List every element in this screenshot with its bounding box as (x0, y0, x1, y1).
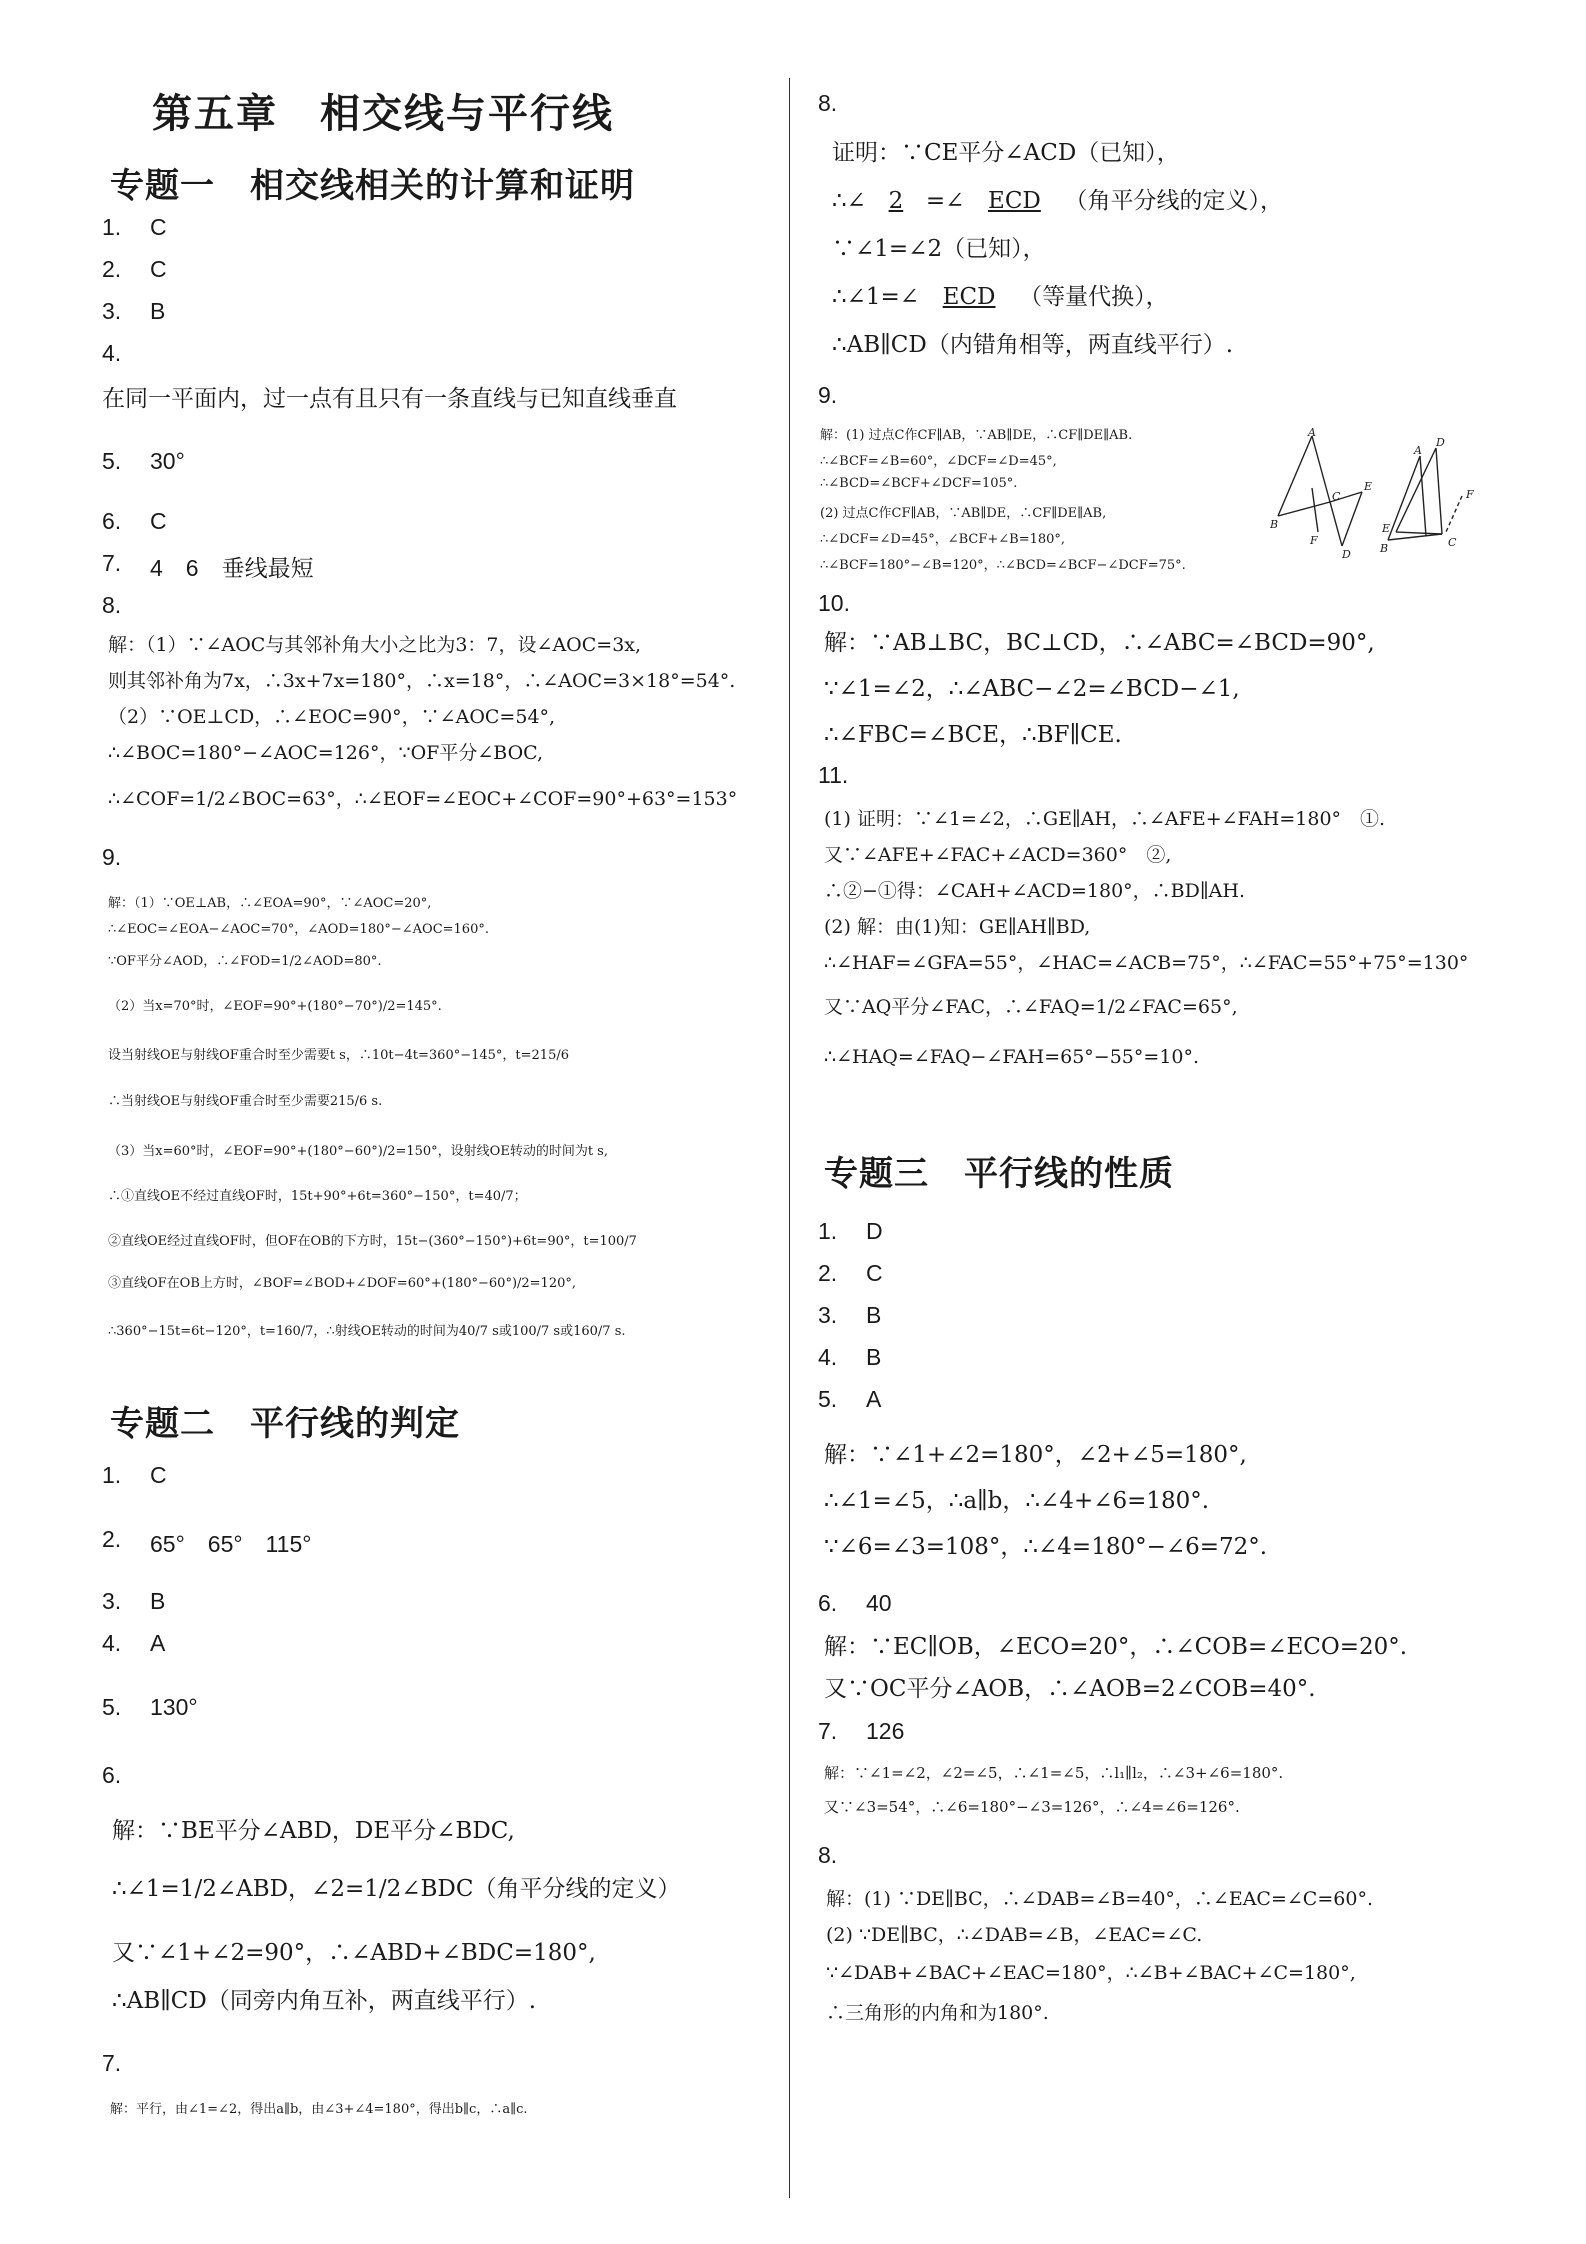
solution-line: 设当射线OE与射线OF重合时至少需要t s，∴10t−4t=360°−145°，t=215/6 (108, 1048, 569, 1063)
figure-label: F (1466, 488, 1474, 501)
solution-line: 又∵∠1+∠2=90°，∴∠ABD+∠BDC=180°, (112, 1940, 596, 1966)
solution-line: 又∵OC平分∠AOB，∴∠AOB=2∠COB=40°. (824, 1676, 1316, 1702)
answer-number: 4. (102, 340, 122, 366)
figure-1-labels (1270, 428, 1372, 561)
answer-value: C (150, 1462, 167, 1488)
answer-number: 6. (102, 1762, 122, 1788)
answer-number: 7. (818, 1718, 838, 1744)
solution-line: 又∵AQ平分∠FAC，∴∠FAQ=1/2∠FAC=65°, (824, 996, 1238, 1018)
solution-line: ∴①直线OE不经过直线OF时，15t+90°+6t=360°−150°，t=40/7； (108, 1189, 527, 1204)
answer-number: 5. (102, 448, 122, 474)
answer-value: D (866, 1218, 883, 1244)
proof-blank: 2 (888, 188, 904, 214)
solution-line: ∴∠COF=1/2∠BOC=63°，∴∠EOF=∠EOC+∠COF=90°+63°=153° (108, 788, 738, 810)
figure-label: A (1414, 444, 1422, 457)
answer-number: 6. (102, 508, 122, 534)
answer-number: 3. (102, 1588, 122, 1614)
solution-line: （3）当x=60°时，∠EOF=90°+(180°−60°)/2=150°，设射线OE转动的时间为t s, (108, 1144, 608, 1159)
solution-line: ∵OF平分∠AOD，∴∠FOD=1/2∠AOD=80°. (108, 954, 382, 969)
answer-number: 3. (818, 1302, 838, 1328)
proof-text: （等量代换）， (1019, 284, 1169, 310)
solution-line: (1) 证明：∵∠1=∠2，∴GE∥AH，∴∠AFE+∠FAH=180° ①. (824, 808, 1386, 830)
solution-line: ∴∠DCF=∠D=45°，∠BCF+∠B=180°, (820, 532, 1066, 547)
topic1-title: 专题一 相交线相关的计算和证明 (110, 166, 635, 206)
answer-number: 6. (818, 1590, 838, 1616)
figure-1 (1278, 436, 1362, 546)
proof-line: 证明：∵CE平分∠ACD（已知）， (832, 140, 1180, 166)
column-divider (789, 78, 790, 2198)
answer-value: 130° (150, 1694, 198, 1720)
solution-line: 又∵∠AFE+∠FAC+∠ACD=360° ②, (824, 844, 1172, 866)
answer-number: 10. (818, 590, 850, 616)
solution-line: ∴∠HAQ=∠FAQ−∠FAH=65°−55°=10°. (824, 1046, 1200, 1068)
answer-number: 5. (818, 1386, 838, 1412)
solution-line: (2) ∵DE∥BC，∴∠DAB=∠B，∠EAC=∠C. (826, 1924, 1203, 1946)
solution-line: ∴∠BOC=180°−∠AOC=126°，∵OF平分∠BOC, (108, 742, 544, 764)
proof-text: ∴∠ (832, 188, 866, 214)
proof-line (832, 278, 1169, 311)
answer-value: B (866, 1344, 882, 1370)
figure-label: D (1436, 436, 1445, 449)
solution-line: ∵∠DAB+∠BAC+∠EAC=180°，∴∠B+∠BAC+∠C=180°, (826, 1962, 1356, 1984)
solution-line: 解：（1）∵OE⊥AB，∴∠EOA=90°，∵∠AOC=20°, (108, 896, 432, 911)
solution-line: （2）当x=70°时，∠EOF=90°+(180°−70°)/2=145°. (108, 999, 442, 1014)
solution-line: ∵∠1=∠2，∴∠ABC−∠2=∠BCD−∠1, (824, 676, 1240, 702)
solution-line: ∴AB∥CD（同旁内角互补，两直线平行）. (112, 1988, 537, 2014)
answer-number: 8. (102, 592, 122, 618)
topic2-title: 专题二 平行线的判定 (110, 1404, 460, 1444)
topic3-title: 专题三 平行线的性质 (824, 1154, 1174, 1194)
solution-line: （2）∵OE⊥CD，∴∠EOC=90°，∵∠AOC=54°, (108, 706, 556, 728)
answer-number: 8. (818, 90, 838, 116)
answer-number: 4. (818, 1344, 838, 1370)
proof-text: ∴∠1=∠ (832, 284, 920, 310)
solution-line: ∴∠FBC=∠BCE，∴BF∥CE. (824, 722, 1122, 748)
answer-value: B (150, 1588, 166, 1614)
solution-line: ∴∠BCF=180°−∠B=120°，∴∠BCD=∠BCF−∠DCF=75°. (820, 558, 1186, 573)
answer-value: B (866, 1302, 882, 1328)
figure-2-labels (1379, 436, 1474, 555)
proof-text: =∠ (925, 188, 965, 214)
answer-text: 在同一平面内，过一点有且只有一条直线与已知直线垂直 (102, 386, 677, 412)
answer-number: 7. (102, 2050, 122, 2076)
chapter-title: 第五章 相交线与平行线 (152, 91, 614, 137)
solution-line: 解：平行，由∠1=∠2，得出a∥b，由∠3+∠4=180°，得出b∥c，∴a∥c. (110, 2102, 528, 2117)
answer-value: C (866, 1260, 883, 1286)
figure-label: C (1332, 490, 1341, 503)
solution-line: ∴∠EOC=∠EOA−∠AOC=70°，∠AOD=180°−∠AOC=160°. (108, 922, 489, 937)
figure-label: D (1342, 548, 1351, 561)
proof-line (832, 182, 1283, 215)
solution-line: (2) 解：由(1)知：GE∥AH∥BD, (824, 916, 1091, 938)
answer-number: 1. (102, 1462, 122, 1488)
answer-number: 5. (102, 1694, 122, 1720)
solution-line: 解：∵AB⊥BC，BC⊥CD，∴∠ABC=∠BCD=90°, (824, 630, 1375, 656)
figure-label: E (1382, 522, 1391, 535)
solution-line: ∴∠HAF=∠GFA=55°，∠HAC=∠ACB=75°，∴∠FAC=55°+75°=130° (824, 952, 1469, 974)
answer-value: 40 (866, 1590, 892, 1616)
answer-value: C (150, 214, 167, 240)
solution-line: ∴∠BCF=∠B=60°，∠DCF=∠D=45°, (820, 454, 1057, 469)
answer-number: 2. (102, 1526, 122, 1552)
geometry-figures (1270, 428, 1490, 568)
solution-line: ∴②−①得：∠CAH+∠ACD=180°，∴BD∥AH. (824, 880, 1245, 902)
answer-value: C (150, 256, 167, 282)
solution-line: ∴360°−15t=6t−120°，t=160/7，∴射线OE转动的时间为40/7 s或100/7 s或160/7 s. (108, 1324, 626, 1339)
answer-number: 9. (102, 844, 122, 870)
answer-number: 2. (818, 1260, 838, 1286)
figure-2 (1388, 448, 1462, 540)
answer-number: 1. (818, 1218, 838, 1244)
solution-line: ②直线OE经过直线OF时，但OF在OB的下方时，15t−(360°−150°)+6t=90°，t=100/7 (108, 1234, 637, 1249)
figure-label: B (1380, 542, 1389, 555)
solution-line: 解：∵EC∥OB，∠ECO=20°，∴∠COB=∠ECO=20°. (824, 1634, 1408, 1660)
proof-text: （角平分线的定义）， (1064, 188, 1283, 214)
answer-number: 4. (102, 1630, 122, 1656)
solution-line: ∴∠1=1/2∠ABD，∠2=1/2∠BDC（角平分线的定义） (112, 1876, 681, 1902)
figure-label: C (1448, 536, 1457, 549)
figure-label: A (1308, 428, 1316, 439)
solution-line: ∵∠6=∠3=108°，∴∠4=180°−∠6=72°. (824, 1534, 1268, 1560)
answer-number: 2. (102, 256, 122, 282)
solution-line: 解：∵∠1+∠2=180°，∠2+∠5=180°, (824, 1442, 1247, 1468)
answer-number: 1. (102, 214, 122, 240)
solution-line: 解：∵∠1=∠2，∠2=∠5，∴∠1=∠5，∴l₁∥l₂，∴∠3+∠6=180°. (824, 1764, 1284, 1782)
solution-line: ③直线OF在OB上方时，∠BOF=∠BOD+∠DOF=60°+(180°−60°)/2=120°, (108, 1276, 577, 1291)
figure-label: B (1270, 518, 1279, 531)
proof-blank: ECD (942, 284, 996, 310)
answer-value: 65° 65° 115° (150, 1531, 312, 1557)
proof-line: ∵∠1=∠2（已知）， (832, 236, 1046, 262)
answer-number: 7. (102, 550, 122, 576)
solution-line: 解：∵BE平分∠ABD，DE平分∠BDC, (112, 1818, 515, 1844)
answer-value: C (150, 508, 167, 534)
answer-value: 30° (150, 448, 185, 474)
solution-line: 解：（1）∵∠AOC与其邻补角大小之比为3：7，设∠AOC=3x, (108, 634, 642, 656)
answer-number: 11. (818, 762, 849, 788)
answer-value: B (150, 298, 166, 324)
solution-line: ∴三角形的内角和为180°. (826, 2002, 1049, 2024)
solution-line: 又∵∠3=54°，∴∠6=180°−∠3=126°，∴∠4=∠6=126°. (824, 1798, 1240, 1816)
proof-blank: ECD (988, 188, 1041, 214)
proof-line: ∴AB∥CD（内错角相等，两直线平行）. (832, 332, 1234, 358)
solution-line: ∴∠1=∠5，∴a∥b，∴∠4+∠6=180°. (824, 1488, 1210, 1514)
solution-line: 解：(1) ∵DE∥BC，∴∠DAB=∠B=40°，∴∠EAC=∠C=60°. (826, 1888, 1373, 1910)
solution-line: ∴当射线OE与射线OF重合时至少需要215/6 s. (108, 1094, 383, 1109)
answer-value: A (866, 1386, 882, 1412)
answer-value: 126 (866, 1718, 905, 1744)
answer-number: 9. (818, 382, 838, 408)
solution-line: 解：(1) 过点C作CF∥AB，∵AB∥DE，∴CF∥DE∥AB. (820, 428, 1133, 443)
solution-line: 则其邻补角为7x，∴3x+7x=180°，∴x=18°，∴∠AOC=3×18°=54°. (108, 670, 736, 692)
figure-label: E (1364, 480, 1373, 493)
solution-line: (2) 过点C作CF∥AB，∵AB∥DE，∴CF∥DE∥AB, (820, 506, 1107, 521)
solution-line: ∴∠BCD=∠BCF+∠DCF=105°. (820, 476, 1018, 491)
figure-label: F (1310, 534, 1318, 547)
answer-number: 3. (102, 298, 122, 324)
answer-value: 4 6 垂线最短 (150, 555, 314, 581)
answer-value: A (150, 1630, 166, 1656)
answer-number: 8. (818, 1842, 838, 1868)
